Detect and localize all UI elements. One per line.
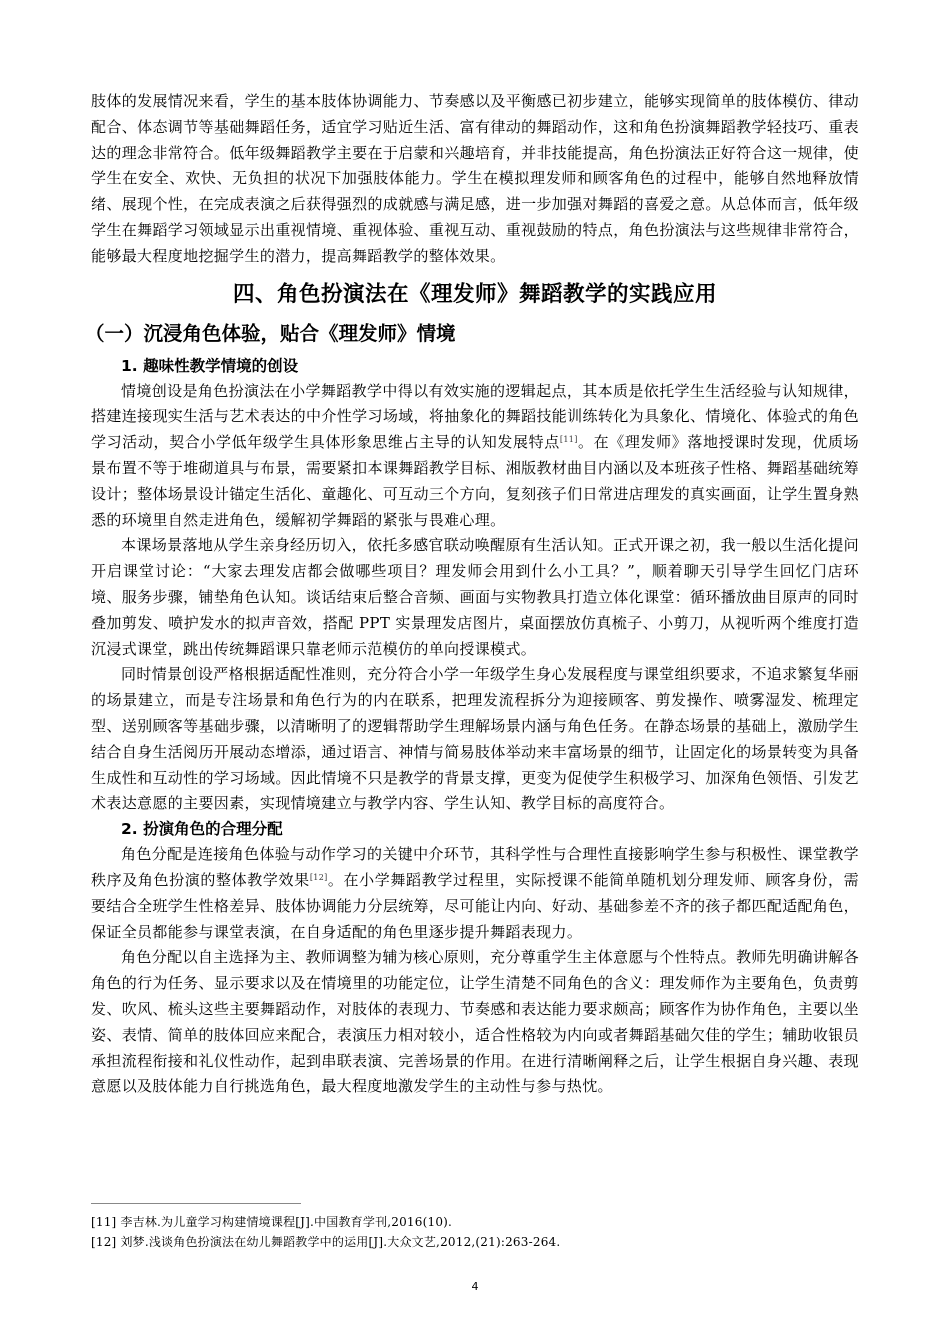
paragraph-text: 情境创设是角色扮演法在小学舞蹈教学中得以有效实施的逻辑起点，其本质是依托学生生活经验与认知规律，搭建连接现实生活与艺术表达的中介性学习场域，将抽象化的舞蹈技能训练转化为具象化、情境化、体验式的角色学习活动，契合小学低年级学生具体形象思维占主导的认知发展特点 (91, 381, 859, 452)
citation-ref-11: [11] (559, 435, 578, 445)
paragraph-role-principles: 角色分配以自主选择为主、教师调整为辅为核心原则，充分尊重学生主体意愿与个性特点。教师先明确讲解各角色的行为任务、显示要求以及在情境里的功能定位，让学生清楚不同角色的含义：理发师作为主要角色，负责剪发、吹风、梳头这些主要舞蹈动作，对肢体的表现力、节奏感和表达能力要求颇高；顾客作为协作角色，主要以坐姿、表情、简单的肢体回应来配合，表演压力相对较小，适合性格较为内向或者舞蹈基础欠佳的学生；辅助收银员承担流程衔接和礼仪性动作，起到串联表演、完善场景的作用。在进行清晰阐释之后，让学生根据自身兴趣、表现意愿以及肢体能力自行挑选角色，最大程度地激发学生的主动性与参与热忱。 (91, 948, 859, 1096)
footnote-divider (91, 1203, 301, 1204)
footnote-11: [11] 李吉林.为儿童学习构建情境课程[J].中国教育学刊,2016(10). (91, 1215, 453, 1229)
citation-ref-12: [12] (309, 872, 328, 882)
paragraph-text: 。在《理发师》落地授课时发现，优质场景布置不等于堆砌道具与布景，需要紧扣本课舞蹈教学目标、湘版教材曲目内涵以及本班孩子性格、舞蹈基础统筹设计；整体场景设计锚定生活化、童趣化、可互动三个方向，复刻孩子们日常进店理发的真实画面，让学生置身熟悉的环境里自然走进角色，缓解初学舞蹈的紧张与畏难心理。 (91, 433, 859, 529)
page-number: 4 (471, 1280, 479, 1293)
footnote-12: [12] 刘梦.浅谈角色扮演法在幼儿舞蹈教学中的运用[J].大众文艺,2012,(21):263-264. (91, 1235, 561, 1249)
section-heading: 四、角色扮演法在《理发师》舞蹈教学的实践应用 (232, 281, 717, 307)
subsection-heading: （一）沉浸角色体验，贴合《理发师》情境 (85, 321, 456, 345)
paragraph-adaptation: 同时情景创设严格根据适配性准则，充分符合小学一年级学生身心发展程度与课堂组织要求，不追求繁复华丽的场景建立，而是专注场景和角色行为的内在联系，把理发流程拆分为迎接顾客、剪发操作、喷雾湿发、梳理定型、送别顾客等基础步骤，以清晰明了的逻辑帮助学生理解场景内涵与角色任务。在静态场景的基础上，激励学生结合自身生活阅历开展动态增添，通过语言、神情与简易肢体举动来丰富场景的细节，让固定化的场景转变为具备生成性和互动性的学习场域。因此情境不只是教学的背景支撑，更变为促使学生积极学习、加深角色领悟、引发艺术表达意愿的主要因素，实现情境建立与教学内容、学生认知、教学目标的高度符合。 (91, 665, 859, 813)
paragraph-continued: 肢体的发展情况来看，学生的基本肢体协调能力、节奏感以及平衡感已初步建立，能够实现简单的肢体模仿、律动配合、体态调节等基础舞蹈任务，适宜学习贴近生活、富有律动的舞蹈动作，这和角色扮演舞蹈教学轻技巧、重表达的理念非常符合。低年级舞蹈教学主要在于启蒙和兴趣培育，并非技能提高，角色扮演法正好符合这一规律，使学生在安全、欢快、无负担的状况下加强肢体能力。学生在模拟理发师和顾客角色的过程中，能够自然地释放情绪、展现个性，在完成表演之后获得强烈的成就感与满足感，进一步加强对舞蹈的喜爱之意。从总体而言，低年级学生在舞蹈学习领域显示出重视情境、重视体验、重视互动、重视鼓励的特点，角色扮演法与这些规律非常符合，能够最大程度地挖掘学生的潜力，提高舞蹈教学的整体效果。 (91, 92, 859, 265)
item-heading-2: 2. 扮演角色的合理分配 (121, 820, 283, 839)
footnotes (91, 1212, 859, 1252)
page-body (85, 89, 860, 1100)
paragraph-scene-setup: 本课场景落地从学生亲身经历切入，依托多感官联动唤醒原有生活认知。正式开课之初，我一般以生活化提问开启课堂讨论：“大家去理发店都会做哪些项目？理发师会用到什么小工具？”，顺着聊天引导学生回忆门店环境、服务步骤，铺垫角色认知。谈话结束后整合音频、画面与实物教具打造立体化课堂：循环播放曲目原声的同时叠加剪发、喷护发水的拟声音效，搭配 PPT 实景理发店图片，桌面摆放仿真梳子、小剪刀，从视听两个维度打造沉浸式课堂，跳出传统舞蹈课只靠老师示范模仿的单向授课模式。 (91, 536, 859, 658)
paragraph-role-allocation (91, 842, 859, 945)
paragraph-text: 。在小学舞蹈教学过程里，实际授课不能简单随机划分理发师、顾客身份，需要结合全班学生性格差异、肢体协调能力分层统筹，尽可能让内向、好动、基础参差不齐的孩子都匹配适配角色，保证全员都能参与课堂表演，在自身适配的角色里逐步提升舞蹈表现力。 (91, 870, 860, 941)
paragraph-text: 角色分配是连接角色体验与动作学习的关键中介环节，其科学性与合理性直接影响学生参与积极性、课堂教学秩序及角色扮演的整体教学效果 (91, 845, 859, 889)
item-heading-1: 1. 趣味性教学情境的创设 (121, 356, 299, 375)
paragraph-situation-creation (91, 379, 859, 534)
